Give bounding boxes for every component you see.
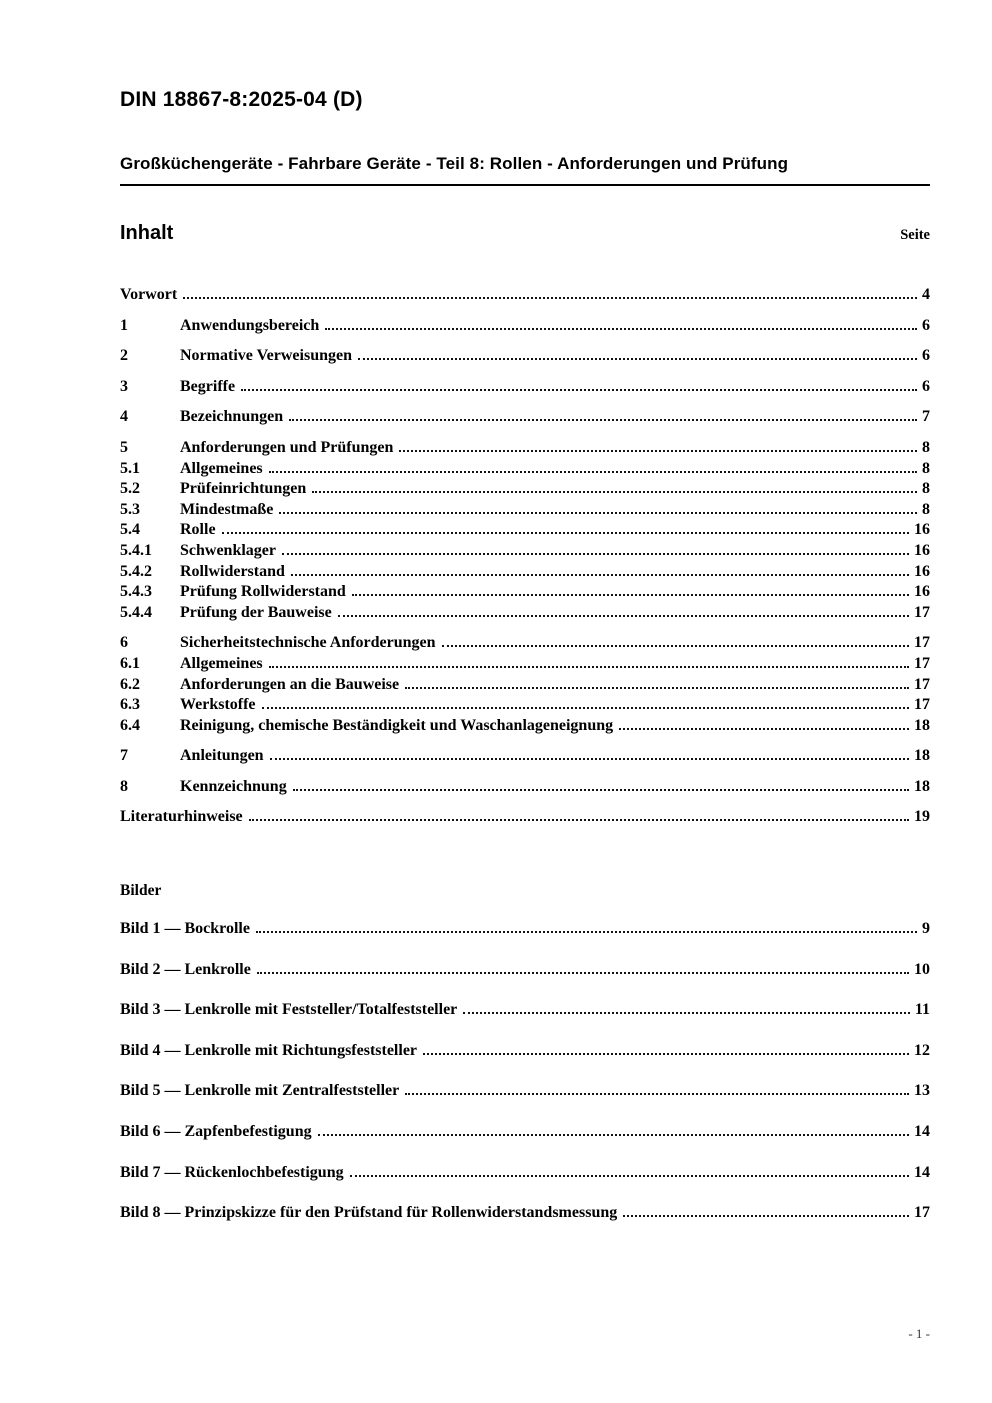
figure-entry bbox=[120, 1081, 930, 1102]
entry-title: Werkstoffe bbox=[180, 696, 256, 714]
entry-page-number: 14 bbox=[914, 1163, 930, 1181]
entry-title: Vorwort bbox=[120, 286, 178, 303]
dot-leader bbox=[282, 553, 909, 555]
dot-leader bbox=[442, 645, 909, 647]
entry-page-number: 18 bbox=[914, 747, 930, 765]
entry-page-number: 14 bbox=[914, 1123, 930, 1141]
entry-title: Schwenklager bbox=[180, 541, 276, 559]
section-number: 5.3 bbox=[120, 500, 140, 518]
entry-page-number: 13 bbox=[914, 1082, 930, 1100]
entry-title: Rolle bbox=[180, 521, 216, 539]
dot-leader bbox=[318, 1134, 909, 1136]
figures-list bbox=[120, 919, 930, 1224]
entry-title: Prüfeinrichtungen bbox=[180, 480, 307, 498]
dot-leader bbox=[269, 666, 909, 668]
entry-title: Normative Verweisungen bbox=[180, 347, 352, 365]
entry-title: Bild 6 — Zapfenbefestigung bbox=[120, 1123, 312, 1141]
toc-entry bbox=[120, 777, 930, 798]
dot-leader bbox=[256, 931, 917, 933]
toc-entry bbox=[120, 520, 930, 541]
section-number: 3 bbox=[120, 377, 128, 395]
entry-page-number: 18 bbox=[914, 716, 930, 734]
entry-page-number: 6 bbox=[922, 316, 930, 334]
dot-leader bbox=[249, 819, 909, 821]
dot-leader bbox=[405, 687, 909, 689]
section-number: 6 bbox=[120, 634, 128, 652]
figure-entry bbox=[120, 1122, 930, 1143]
dot-leader bbox=[399, 450, 917, 452]
section-number: 5.4 bbox=[120, 521, 140, 539]
entry-title: Bild 5 — Lenkrolle mit Zentralfeststeller bbox=[120, 1082, 400, 1100]
dot-leader bbox=[338, 615, 909, 617]
section-number: 5.2 bbox=[120, 480, 140, 498]
dot-leader bbox=[269, 471, 917, 473]
toc-entry bbox=[120, 500, 930, 521]
doc-number: DIN 18867-8:2025-04 (D) bbox=[120, 88, 363, 111]
entry-title: Begriffe bbox=[180, 377, 236, 395]
section-number: 4 bbox=[120, 408, 128, 426]
entry-page-number: 6 bbox=[922, 377, 930, 395]
entry-title: Bild 8 — Prinzipskizze für den Prüfstand für Rollenwiderstandsmessung bbox=[120, 1204, 618, 1222]
entry-page-number: 8 bbox=[922, 459, 930, 477]
dot-leader bbox=[350, 1175, 909, 1177]
figure-entry bbox=[120, 919, 930, 940]
section-number: 7 bbox=[120, 747, 128, 765]
entry-page-number: 9 bbox=[922, 920, 930, 938]
entry-page-number: 17 bbox=[914, 675, 930, 693]
entry-page-number: 16 bbox=[914, 541, 930, 559]
section-number: 6.4 bbox=[120, 716, 140, 734]
entry-page-number: 17 bbox=[914, 634, 930, 652]
toc-entry bbox=[120, 479, 930, 500]
entry-title: Mindestmaße bbox=[180, 500, 274, 518]
toc-entry bbox=[120, 541, 930, 562]
section-number: 6.2 bbox=[120, 675, 140, 693]
dot-leader bbox=[623, 1215, 909, 1217]
dot-leader bbox=[291, 574, 909, 576]
dot-leader bbox=[222, 532, 909, 534]
entry-title: Anwendungsbereich bbox=[180, 316, 320, 334]
section-number: 6.1 bbox=[120, 654, 140, 672]
toc-entry bbox=[120, 459, 930, 480]
entry-title: Allgemeines bbox=[180, 654, 263, 672]
dot-leader bbox=[619, 728, 909, 730]
section-number: 5.4.2 bbox=[120, 562, 152, 580]
toc-entry bbox=[120, 346, 930, 367]
entry-page-number: 16 bbox=[914, 521, 930, 539]
section-number: 6.3 bbox=[120, 696, 140, 714]
entry-page-number: 6 bbox=[922, 347, 930, 365]
dot-leader bbox=[325, 328, 917, 330]
section-number: 5.4.1 bbox=[120, 541, 152, 559]
toc-list bbox=[120, 285, 930, 828]
figure-entry bbox=[120, 1000, 930, 1021]
dot-leader bbox=[405, 1093, 909, 1095]
dot-leader bbox=[293, 789, 909, 791]
toc-entry bbox=[120, 654, 930, 675]
entry-page-number: 16 bbox=[914, 583, 930, 601]
toc-entry bbox=[120, 562, 930, 583]
toc-header-row bbox=[120, 222, 930, 245]
toc-entry bbox=[120, 285, 930, 306]
dot-leader bbox=[270, 758, 909, 760]
entry-title: Anforderungen und Prüfungen bbox=[180, 438, 394, 456]
figures-heading: Bilder bbox=[120, 882, 162, 900]
toc-entry bbox=[120, 377, 930, 398]
dot-leader bbox=[257, 972, 909, 974]
page-number-footer: - 1 - bbox=[908, 1326, 930, 1341]
dot-leader bbox=[463, 1012, 910, 1014]
section-number: 5 bbox=[120, 438, 128, 456]
dot-leader bbox=[241, 389, 917, 391]
entry-page-number: 8 bbox=[922, 480, 930, 498]
toc-entry bbox=[120, 807, 930, 828]
entry-page-number: 19 bbox=[914, 808, 930, 826]
toc-entry bbox=[120, 633, 930, 654]
entry-title: Anleitungen bbox=[180, 747, 264, 765]
section-number: 8 bbox=[120, 777, 128, 795]
dot-leader bbox=[262, 707, 909, 709]
entry-title: Bild 1 — Bockrolle bbox=[120, 920, 250, 938]
entry-title: Bezeichnungen bbox=[180, 408, 284, 426]
toc-entry bbox=[120, 438, 930, 459]
entry-title: Prüfung Rollwiderstand bbox=[180, 583, 346, 601]
entry-page-number: 11 bbox=[914, 1001, 930, 1019]
toc-entry bbox=[120, 407, 930, 428]
toc-entry bbox=[120, 716, 930, 737]
dot-leader bbox=[279, 512, 917, 514]
dot-leader bbox=[352, 594, 909, 596]
dot-leader bbox=[423, 1053, 909, 1055]
entry-title: Bild 4 — Lenkrolle mit Richtungsfeststeller bbox=[120, 1041, 418, 1059]
entry-title: Bild 3 — Lenkrolle mit Feststeller/Totalfeststeller bbox=[120, 1001, 458, 1019]
entry-page-number: 17 bbox=[914, 603, 930, 621]
doc-title: Großküchengeräte - Fahrbare Geräte - Teil 8: Rollen - Anforderungen und Prüfung bbox=[120, 154, 930, 186]
entry-page-number: 8 bbox=[922, 438, 930, 456]
entry-title: Literaturhinweise bbox=[120, 808, 243, 826]
toc-entry bbox=[120, 316, 930, 337]
dot-leader bbox=[289, 419, 917, 421]
figure-entry bbox=[120, 1163, 930, 1184]
entry-page-number: 10 bbox=[914, 960, 930, 978]
section-number: 5.4.4 bbox=[120, 603, 152, 621]
toc-entry bbox=[120, 746, 930, 767]
dot-leader bbox=[358, 358, 917, 360]
figure-entry bbox=[120, 1203, 930, 1224]
section-number: 2 bbox=[120, 347, 128, 365]
entry-page-number: 8 bbox=[922, 500, 930, 518]
entry-title: Reinigung, chemische Beständigkeit und Waschanlageneignung bbox=[180, 716, 614, 734]
dot-leader bbox=[183, 297, 917, 299]
entry-title: Bild 2 — Lenkrolle bbox=[120, 960, 251, 978]
toc-entry bbox=[120, 675, 930, 696]
toc-entry bbox=[120, 603, 930, 624]
entry-page-number: 17 bbox=[914, 696, 930, 714]
figure-entry bbox=[120, 1041, 930, 1062]
figure-entry bbox=[120, 960, 930, 981]
toc-entry bbox=[120, 695, 930, 716]
entry-title: Prüfung der Bauweise bbox=[180, 603, 332, 621]
entry-page-number: 7 bbox=[922, 408, 930, 426]
dot-leader bbox=[312, 491, 917, 493]
section-number: 5.4.3 bbox=[120, 583, 152, 601]
entry-page-number: 17 bbox=[914, 1204, 930, 1222]
entry-title: Anforderungen an die Bauweise bbox=[180, 675, 400, 693]
entry-page-number: 16 bbox=[914, 562, 930, 580]
page-column-label: Seite bbox=[900, 227, 930, 243]
entry-page-number: 17 bbox=[914, 654, 930, 672]
toc-heading: Inhalt bbox=[120, 222, 174, 244]
entry-title: Sicherheitstechnische Anforderungen bbox=[180, 634, 436, 652]
entry-page-number: 12 bbox=[914, 1041, 930, 1059]
toc-entry bbox=[120, 582, 930, 603]
section-number: 5.1 bbox=[120, 459, 140, 477]
entry-title: Bild 7 — Rückenlochbefestigung bbox=[120, 1163, 344, 1181]
entry-page-number: 4 bbox=[922, 286, 930, 303]
entry-title: Kennzeichnung bbox=[180, 777, 287, 795]
entry-title: Allgemeines bbox=[180, 459, 263, 477]
entry-title: Rollwiderstand bbox=[180, 562, 285, 580]
entry-page-number: 18 bbox=[914, 777, 930, 795]
section-number: 1 bbox=[120, 316, 128, 334]
